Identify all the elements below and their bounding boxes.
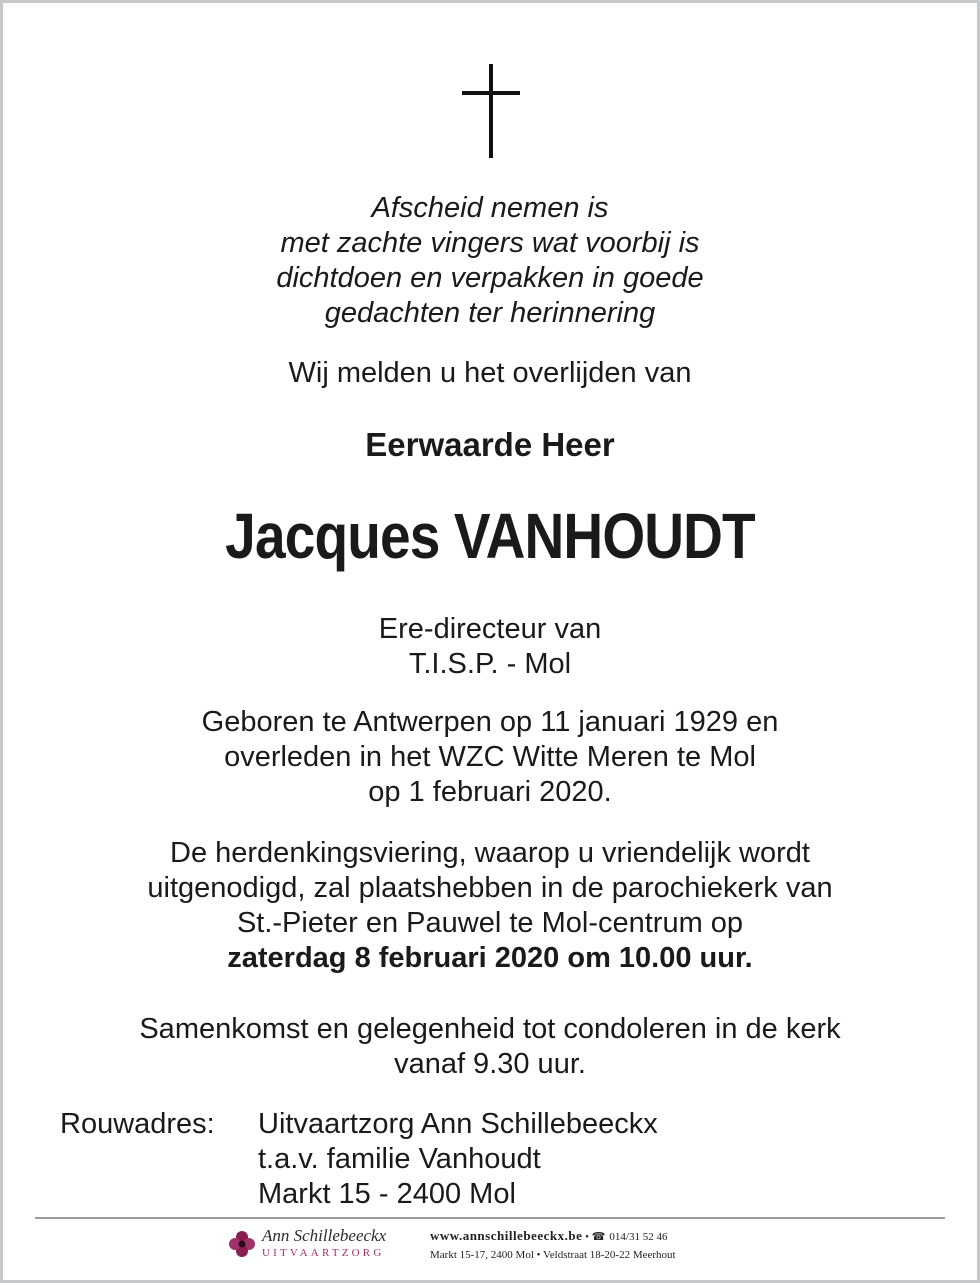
cross-icon (462, 64, 520, 158)
announcement: Wij melden u het overlijden van (288, 357, 692, 389)
footer-addresses: Markt 15-17, 2400 Mol • Veldstraat 18-20-22 Meerhout (430, 1249, 676, 1261)
poem-line: dichtdoen en verpakken in goede (276, 262, 704, 294)
meeting-line: Samenkomst en gelegenheid tot condoleren in de kerk (139, 1013, 841, 1045)
address-line: Markt 15 - 2400 Mol (258, 1178, 516, 1210)
meeting-block (0, 1012, 980, 1082)
address-line: Uitvaartzorg Ann Schillebeeckx (258, 1108, 658, 1140)
address-label: Rouwadres: (60, 1108, 215, 1140)
birth-death-line: Geboren te Antwerpen op 11 januari 1929 en (201, 706, 779, 738)
poem-line: Afscheid nemen is (371, 192, 609, 224)
address-line: t.a.v. familie Vanhoudt (258, 1143, 541, 1175)
service-line: St.-Pieter en Pauwel te Mol-centrum op (236, 907, 744, 939)
function-block (0, 612, 980, 682)
birth-death-line: overleden in het WZC Witte Meren te Mol (224, 741, 756, 773)
contact-separator: • (582, 1231, 592, 1243)
function-line: Ere-directeur van (378, 613, 602, 645)
footer-divider (35, 1217, 945, 1219)
phone-icon: ☎ (591, 1231, 606, 1243)
service-line: De herdenkingsviering, waarop u vriendelijk wordt (170, 837, 810, 869)
service-line: uitgenodigd, zal plaatshebben in de parochiekerk van (147, 872, 833, 904)
birth-death-block (0, 705, 980, 810)
honorific: Eerwaarde Heer (365, 426, 615, 463)
meeting-line: vanaf 9.30 uur. (394, 1048, 586, 1080)
brand-name: Ann Schillebeeckx (262, 1226, 387, 1245)
function-line: T.I.S.P. - Mol (408, 648, 572, 680)
address-lines (258, 1107, 658, 1212)
service-date-time: zaterdag 8 februari 2020 om 10.00 uur. (227, 942, 753, 974)
poem (0, 191, 980, 331)
deceased-name: Jacques VANHOUDT (225, 500, 755, 572)
contact-info (430, 1227, 676, 1261)
phone-number: 014/31 52 46 (609, 1231, 668, 1243)
service-block (0, 836, 980, 976)
funeral-home-footer (228, 1224, 788, 1264)
poppy-logo-icon (228, 1230, 256, 1258)
poem-line: gedachten ter herinnering (324, 297, 656, 329)
website-link[interactable]: www.annschillebeeckx.be (430, 1228, 583, 1243)
poem-line: met zachte vingers wat voorbij is (280, 227, 700, 259)
brand-subtitle: UITVAARTZORG (262, 1247, 385, 1259)
birth-death-line: op 1 februari 2020. (368, 776, 612, 808)
